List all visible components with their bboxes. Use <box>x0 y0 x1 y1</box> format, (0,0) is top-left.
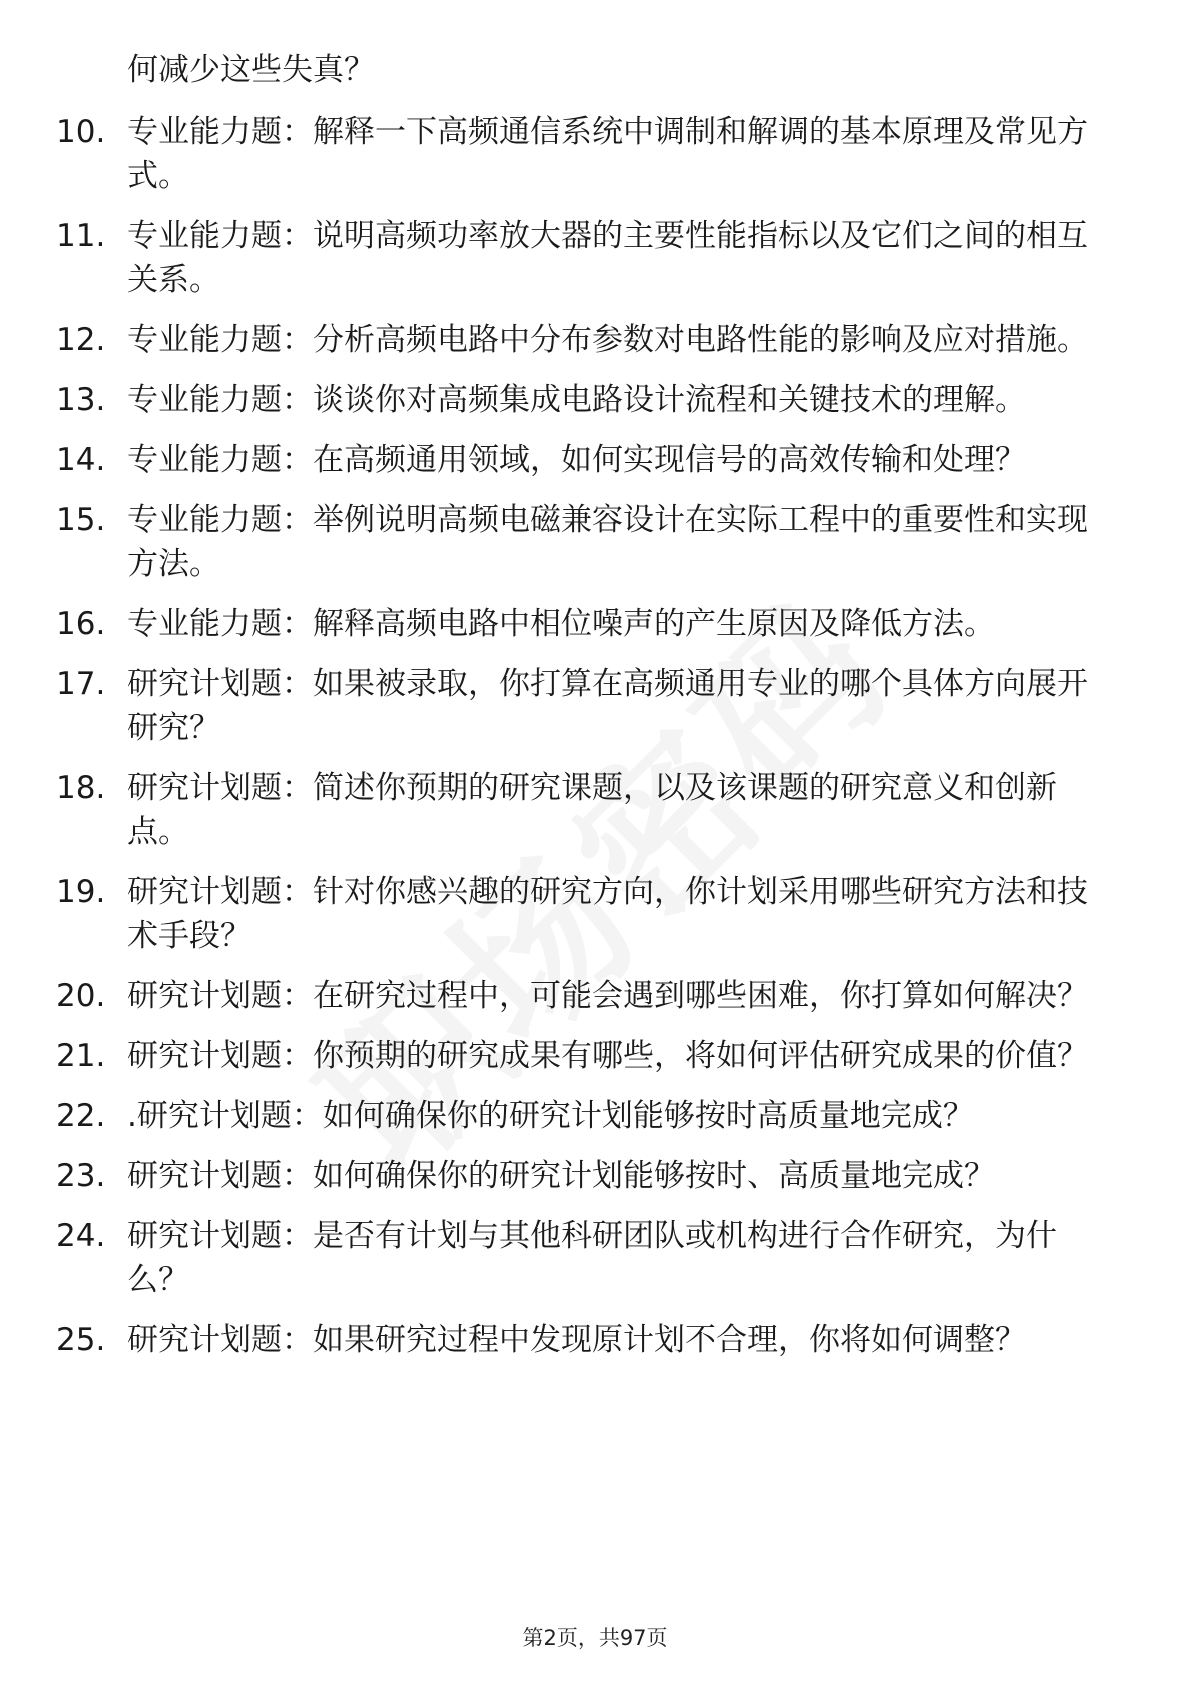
question-item <box>0 1318 1190 1362</box>
question-list <box>0 110 1190 1378</box>
question-item <box>0 438 1190 482</box>
question-item <box>0 214 1190 302</box>
question-text: 研究计划题：是否有计划与其他科研团队或机构进行合作研究，为什么？ <box>127 1218 1057 1298</box>
question-number: 11. <box>56 218 106 254</box>
question-number: 15. <box>56 502 106 538</box>
question-item <box>0 1214 1190 1302</box>
question-item <box>0 1094 1190 1138</box>
question-text: 研究计划题：如何确保你的研究计划能够按时、高质量地完成？ <box>127 1158 995 1194</box>
question-number: 23. <box>56 1158 106 1194</box>
question-text: 专业能力题：在高频通用领域，如何实现信号的高效传输和处理？ <box>127 442 1026 478</box>
question-number: 13. <box>56 382 106 418</box>
question-text: 专业能力题：说明高频功率放大器的主要性能指标以及它们之间的相互关系。 <box>127 218 1088 298</box>
question-item <box>0 110 1190 198</box>
question-number: 10. <box>56 114 106 150</box>
question-number: 12. <box>56 322 106 358</box>
question-number: 24. <box>56 1218 106 1254</box>
question-text: 专业能力题：分析高频电路中分布参数对电路性能的影响及应对措施。 <box>127 322 1088 358</box>
question-text: 研究计划题：如果研究过程中发现原计划不合理，你将如何调整？ <box>127 1322 1026 1358</box>
question-text: 研究计划题：如果被录取，你打算在高频通用专业的哪个具体方向展开研究？ <box>127 666 1088 746</box>
question-number: 18. <box>56 770 106 806</box>
question-item <box>0 318 1190 362</box>
question-item <box>0 602 1190 646</box>
question-number: 21. <box>56 1038 106 1074</box>
question-item <box>0 766 1190 854</box>
question-number: 20. <box>56 978 106 1014</box>
question-text: 研究计划题：你预期的研究成果有哪些，将如何评估研究成果的价值？ <box>127 1038 1088 1074</box>
question-number: 14. <box>56 442 106 478</box>
question-text: 研究计划题：在研究过程中，可能会遇到哪些困难，你打算如何解决？ <box>127 978 1088 1014</box>
question-number: 22. <box>56 1098 106 1134</box>
question-item <box>0 662 1190 750</box>
question-number: 16. <box>56 606 106 642</box>
question-item <box>0 974 1190 1018</box>
question-item <box>0 378 1190 422</box>
question-text: 研究计划题：针对你感兴趣的研究方向，你计划采用哪些研究方法和技术手段？ <box>127 874 1088 954</box>
question-number: 19. <box>56 874 106 910</box>
page-footer: 第2页，共97页 <box>522 1626 668 1650</box>
question-number: 25. <box>56 1322 106 1358</box>
question-text: .研究计划题：如何确保你的研究计划能够按时高质量地完成？ <box>127 1098 974 1134</box>
question-text: 专业能力题：解释一下高频通信系统中调制和解调的基本原理及常见方式。 <box>127 114 1088 194</box>
question-item <box>0 1034 1190 1078</box>
question-text: 专业能力题：谈谈你对高频集成电路设计流程和关键技术的理解。 <box>127 382 1026 418</box>
question-text: 专业能力题：举例说明高频电磁兼容设计在实际工程中的重要性和实现方法。 <box>127 502 1088 582</box>
question-item <box>0 870 1190 958</box>
question-number: 17. <box>56 666 106 702</box>
question-item <box>0 498 1190 586</box>
question-text: 研究计划题：简述你预期的研究课题，以及该课题的研究意义和创新点。 <box>127 770 1057 850</box>
question-text: 专业能力题：解释高频电路中相位噪声的产生原因及降低方法。 <box>127 606 995 642</box>
question-item <box>0 1154 1190 1198</box>
continued-question-text: 何减少这些失真？ <box>127 52 375 88</box>
